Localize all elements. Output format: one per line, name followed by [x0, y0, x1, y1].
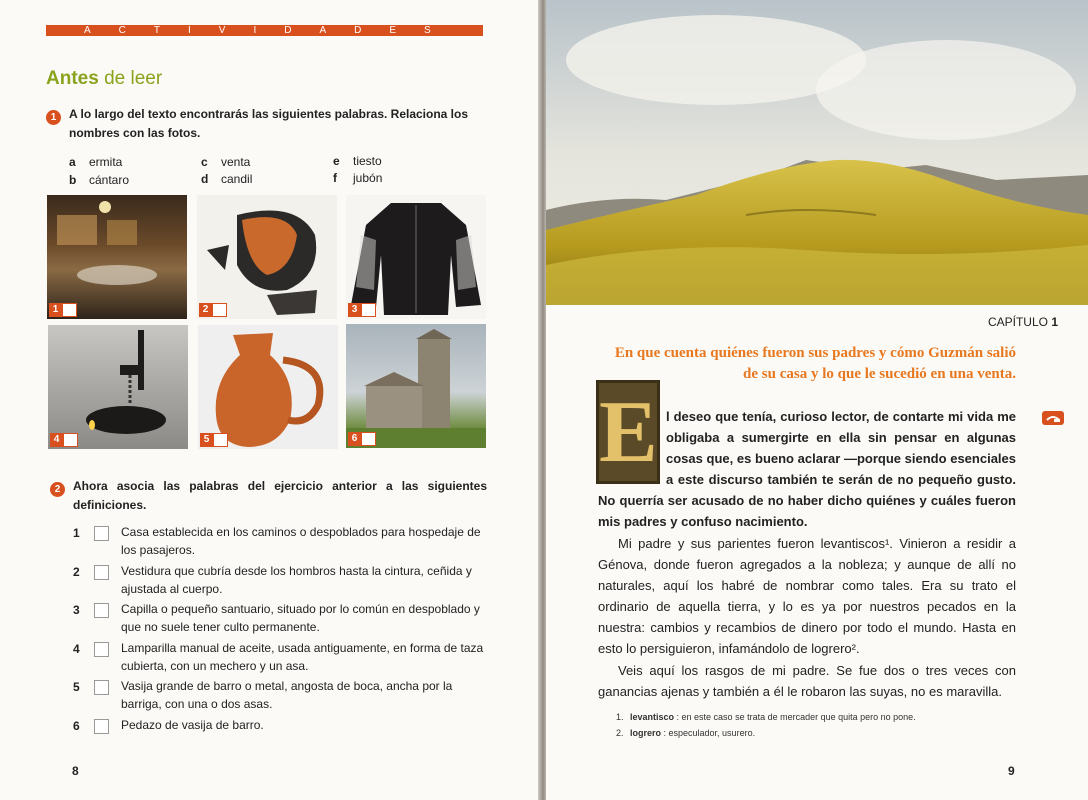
photo-answer-box[interactable]	[213, 433, 228, 447]
definition-number: 4	[73, 642, 80, 656]
right-page	[546, 0, 1088, 800]
word-a: a ermita	[69, 155, 123, 169]
word-f: f jubón	[333, 171, 383, 185]
word-d: d candil	[201, 172, 253, 186]
audio-track-icon[interactable]	[1042, 411, 1064, 425]
definition-checkbox[interactable]	[94, 680, 109, 695]
photo-tag-1: 1	[49, 303, 77, 317]
definition-text: Lamparilla manual de aceite, usada antiguamente, en forma de taza cubierta, con un mechero y un asa.	[121, 641, 484, 673]
photo-answer-box[interactable]	[361, 432, 376, 446]
left-page	[0, 0, 540, 800]
photo-doublet	[346, 195, 486, 319]
definition-checkbox[interactable]	[94, 603, 109, 618]
photo-tag-2: 2	[199, 303, 227, 317]
lamp-illustration	[48, 325, 188, 449]
definition-text: Pedazo de vasija de barro.	[121, 718, 264, 732]
inn-illustration	[47, 195, 187, 319]
photo-answer-box[interactable]	[63, 433, 78, 447]
exercise-2-instruction: Ahora asocia las palabras del ejercicio anterior a las siguientes definiciones.	[73, 479, 487, 512]
definition-number: 1	[73, 526, 80, 540]
chapter-heading	[988, 315, 1058, 329]
photo-answer-box[interactable]	[212, 303, 227, 317]
shards-illustration	[197, 195, 337, 319]
body-paragraph-2: Veis aquí los rasgos de mi padre. Se fue dos o tres veces con ganancias ajenas y también a él le robaron las suyas, no es maravilla.	[598, 663, 1016, 699]
photo-hermitage	[346, 324, 486, 448]
photo-tag-5: 5	[200, 433, 228, 447]
chapter-number: 1	[1051, 315, 1058, 329]
photo-tag-4: 4	[50, 433, 78, 447]
chapter-label: CAPÍTULO	[987, 315, 1048, 329]
exercise-2-number: 2	[50, 482, 65, 497]
hermitage-illustration	[346, 324, 486, 448]
definition-number: 6	[73, 719, 80, 733]
section-title-rest: de leer	[98, 68, 163, 89]
intro-paragraph: l deseo que tenía, curioso lector, de contarte mi vida me obligaba a sumergirte en ella sin pensar en algunas cosas que, es bueno aclarar —porque siendo esenciales a este discurso también te serán de no pequeño gusto. No querría ser acusado de no haber dicho quiénes y cuáles fueron mis padres y confuso nacimiento.	[598, 409, 1016, 529]
photo-inn-interior	[47, 195, 187, 319]
definition-text: Vestidura que cubría desde los hombros hasta la cintura, ceñida y ajustada al cuerpo.	[121, 564, 472, 596]
definition-text: Vasija grande de barro o metal, angosta de boca, ancha por la barriga, con una o dos asas.	[121, 679, 453, 711]
word-b: b cántaro	[69, 173, 130, 187]
body-paragraph-1: Mi padre y sus parientes fueron levantiscos¹. Vinieron a residir a Génova, donde fueron agregados a la nobleza; y aunque de allí no naturales, aquí los habré de nombrar como tales. Era su trato el ordinario de aquella tierra, y lo es ya por nuestros pecados en la nuestra: cambios y recambios de dinero por todo el mundo. Hasta en esto lo persiguieron, infamándolo de logrero².	[598, 536, 1016, 656]
activities-banner: ACTIVIDADES	[46, 25, 483, 36]
definition-text: Capilla o pequeño santuario, situado por lo común en despoblado y que no suele tener culto permanente.	[121, 602, 480, 634]
definition-text: Casa establecida en los caminos o despoblados para hospedaje de los pasajeros.	[121, 525, 481, 557]
photo-oil-lamp	[48, 325, 188, 449]
photo-pot-shards	[197, 195, 337, 319]
exercise-1-number: 1	[46, 110, 61, 125]
photo-jug	[198, 325, 338, 449]
footnote-2: 2. logrero : especulador, usurero.	[616, 728, 756, 738]
doublet-illustration	[346, 195, 486, 319]
definition-checkbox[interactable]	[94, 565, 109, 580]
footnote-1: 1. levantisco : en este caso se trata de mercader que quita pero no pone.	[616, 712, 916, 722]
definition-number: 3	[73, 603, 80, 617]
section-title	[46, 68, 162, 90]
jug-illustration	[198, 325, 338, 449]
drop-cap: E	[596, 380, 660, 484]
definition-checkbox[interactable]	[94, 526, 109, 541]
exercise-1-instruction: A lo largo del texto encontrarás las siguientes palabras. Relaciona los nombres con las fotos.	[69, 107, 469, 140]
audio-wave-icon	[1042, 411, 1064, 425]
photo-tag-6: 6	[348, 432, 376, 446]
chapter-title: En que cuenta quiénes fueron sus padres y cómo Guzmán salió de su casa y lo que le sucedió en una venta.	[614, 345, 1016, 382]
photo-answer-box[interactable]	[361, 303, 376, 317]
word-c: c venta	[201, 155, 251, 169]
photo-tag-3: 3	[348, 303, 376, 317]
definition-number: 2	[73, 565, 80, 579]
landscape-illustration	[546, 0, 1088, 305]
definition-number: 5	[73, 680, 80, 694]
definition-checkbox[interactable]	[94, 719, 109, 734]
page-number-right: 9	[1008, 764, 1015, 778]
section-title-bold: Antes	[46, 68, 99, 89]
word-e: e tiesto	[333, 154, 382, 168]
page-number-left: 8	[72, 764, 79, 778]
definition-checkbox[interactable]	[94, 642, 109, 657]
photo-answer-box[interactable]	[62, 303, 77, 317]
